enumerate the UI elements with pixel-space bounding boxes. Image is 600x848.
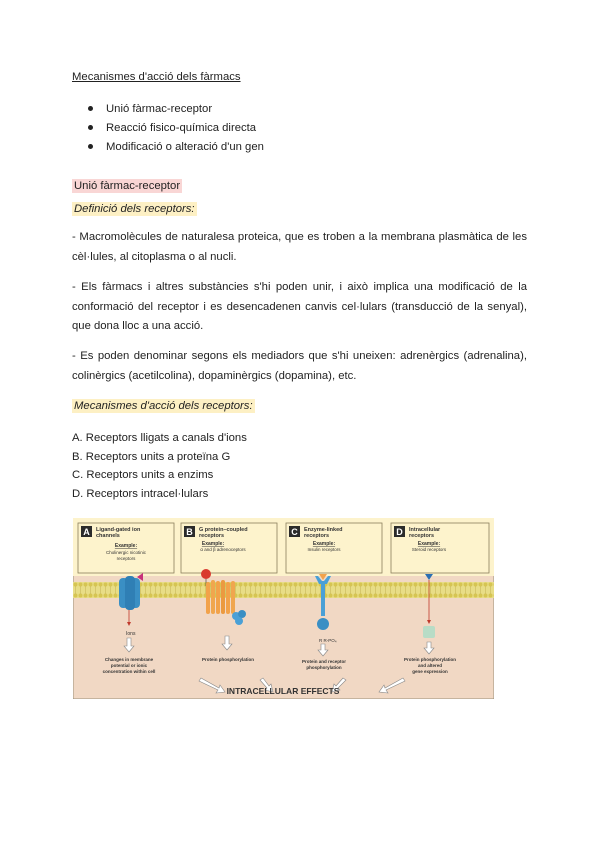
- list-item: Modificació o alteració d'un gen: [88, 138, 264, 157]
- bullet-icon: [88, 106, 93, 111]
- panel-title: receptors: [304, 533, 330, 539]
- panel-title: Intracellular: [409, 527, 441, 533]
- receptor-list: [72, 429, 247, 503]
- outcome-text: phosphorylation: [306, 665, 342, 670]
- list-item: C. Receptors units a enzims: [72, 469, 214, 481]
- outcome-text: potential or ionic: [110, 663, 148, 668]
- list-item: Unió fàrmac-receptor: [88, 100, 264, 119]
- panel-letter: A: [83, 527, 90, 537]
- example-label: Example:: [201, 541, 225, 547]
- section-heading: Unió fàrmac-receptor: [74, 180, 181, 192]
- outcome-text: concentration within cell: [102, 669, 156, 674]
- outcome-text: gene expression: [412, 669, 448, 674]
- paragraph: - Macromolècules de naturalesa proteica, que es troben a la membrana plasmàtica de les cèl·lules, al citoplasma o al nucli.: [72, 231, 527, 263]
- mechanism-list: [88, 100, 264, 157]
- phospho-label: R R-PO₄: [319, 638, 337, 643]
- bullet-icon: [88, 125, 93, 130]
- example-text: Steroid receptors: [411, 547, 447, 552]
- example-text: Cholinergic nicotinic: [105, 550, 147, 555]
- section-subheading: Mecanismes d'acció dels receptors:: [74, 400, 253, 412]
- example-text: α and β adrenoceptors: [200, 547, 246, 552]
- panel-title: channels: [96, 533, 120, 539]
- paragraph: - Els fàrmacs i altres substàncies s'hi poden unir, i això implica una modificació de la conformació del receptor i es desencadenen canvis cel·lulars (transducció de la senyal), que dona lloc a una acció.: [72, 281, 527, 332]
- example-label: Example:: [114, 543, 138, 549]
- ligand-icon: [201, 569, 211, 579]
- panel-letter: C: [291, 527, 298, 537]
- panel-letter: B: [186, 527, 193, 537]
- list-item: Reacció fisico-química directa: [88, 119, 264, 138]
- outcome-text: Changes in membrane: [104, 657, 154, 662]
- paragraph: - Es poden denominar segons els mediadors que s'hi uneixen: adrenèrgics (adrenalina), colinèrgics (acetilcolina), dopaminèrgics (dopamina), etc.: [72, 350, 527, 382]
- list-item: D. Receptors intracel·lulars: [72, 487, 209, 500]
- page-title: Mecanismes d'acció dels fàrmacs: [72, 71, 241, 83]
- panel-letter: D: [396, 527, 403, 537]
- panel-d: [391, 523, 489, 573]
- section-subheading: Definició dels receptors:: [74, 203, 195, 215]
- panel-b: [181, 523, 277, 573]
- example-text: receptors: [116, 556, 136, 561]
- list-item: A. Receptors lligats a canals d'ions: [72, 432, 247, 444]
- panel-title: receptors: [199, 533, 225, 539]
- example-label: Example:: [312, 541, 336, 547]
- panel-title: G protein–coupled: [199, 527, 248, 533]
- outcome-text: Protein phosphorylation: [201, 657, 255, 662]
- ions-label: Ions: [126, 631, 136, 637]
- list-item: B. Receptors units a proteïna G: [72, 450, 231, 463]
- example-label: Example:: [417, 541, 441, 547]
- panel-title: Ligand-gated ion: [96, 527, 141, 533]
- panel-title: Enzyme-linked: [304, 527, 343, 533]
- outcome-text: Protein and receptor: [301, 659, 347, 664]
- outcome-text: Protein phosphorylation: [403, 657, 457, 662]
- panel-title: receptors: [409, 533, 435, 539]
- intracellular-effects-banner: INTRACELLULAR EFFECTS: [226, 686, 340, 696]
- bullet-icon: [88, 144, 93, 149]
- example-text: Insulin receptors: [307, 547, 341, 552]
- panel-c: [286, 523, 382, 573]
- receptor-mechanisms-figure: [73, 518, 494, 699]
- outcome-text: and altered: [417, 663, 443, 668]
- panel-a: [78, 523, 174, 573]
